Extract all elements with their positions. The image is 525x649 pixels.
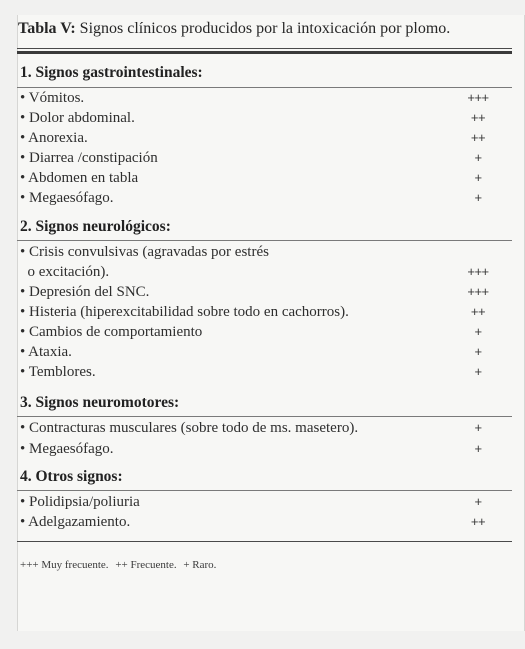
caption-label: Tabla V: bbox=[18, 20, 76, 37]
row-sign: ++ bbox=[470, 514, 486, 529]
table-row bbox=[20, 128, 501, 148]
row-sign: ++ bbox=[470, 130, 486, 145]
row-text: • Anorexia. bbox=[20, 130, 88, 146]
table-row bbox=[20, 188, 501, 208]
row-sign: +++ bbox=[467, 284, 489, 299]
row-text: • Cambios de comportamiento bbox=[20, 324, 203, 340]
section-title: 2. Signos neurológicos: bbox=[20, 218, 171, 235]
table-row bbox=[20, 362, 501, 382]
row-sign: + bbox=[474, 324, 482, 339]
row-text: • Dolor abdominal. bbox=[20, 110, 135, 126]
caption-rule-thin bbox=[17, 48, 512, 49]
row-sign: ++ bbox=[470, 304, 486, 319]
table-row bbox=[20, 282, 501, 302]
row-text: • Crisis convulsivas (agravadas por estrés bbox=[20, 244, 269, 260]
row-text: • Vómitos. bbox=[20, 90, 85, 106]
row-text: • Diarrea /constipación bbox=[20, 150, 158, 166]
table-caption bbox=[18, 19, 450, 39]
row-text: • Polidipsia/poliuria bbox=[20, 494, 140, 510]
table-row bbox=[20, 322, 501, 342]
section-separator bbox=[17, 240, 512, 241]
row-text: • Megaesófago. bbox=[20, 190, 114, 206]
table-row bbox=[20, 148, 501, 168]
row-sign: +++ bbox=[467, 90, 489, 105]
section-title: 4. Otros signos: bbox=[20, 468, 123, 485]
table-row bbox=[20, 262, 501, 282]
table-row bbox=[20, 88, 501, 108]
table-row bbox=[20, 418, 501, 438]
row-sign: + bbox=[474, 441, 482, 456]
row-text: • Contracturas musculares (sobre todo de ms. masetero). bbox=[20, 420, 359, 436]
row-sign: + bbox=[474, 170, 482, 185]
row-text: • Depresión del SNC. bbox=[20, 284, 150, 300]
table-row bbox=[20, 492, 501, 512]
row-sign: + bbox=[474, 344, 482, 359]
table-row bbox=[20, 108, 501, 128]
row-sign: + bbox=[474, 420, 482, 435]
legend-item: ++ Frecuente. bbox=[115, 559, 177, 571]
table-row bbox=[20, 512, 501, 532]
row-sign: ++ bbox=[470, 110, 486, 125]
row-text: • Abdomen en tabla bbox=[20, 170, 139, 186]
row-text: • Ataxia. bbox=[20, 344, 72, 360]
row-text: • Histeria (hiperexcitabilidad sobre todo en cachorros). bbox=[20, 304, 349, 320]
legend-item: + Raro. bbox=[183, 559, 217, 571]
legend-item: +++ Muy frecuente. bbox=[20, 559, 109, 571]
table-row bbox=[20, 168, 501, 188]
row-text: • Adelgazamiento. bbox=[20, 514, 131, 530]
table-row bbox=[20, 342, 501, 362]
bottom-rule bbox=[17, 541, 512, 542]
row-text: • Megaesófago. bbox=[20, 441, 114, 457]
row-sign: + bbox=[474, 494, 482, 509]
table-row bbox=[20, 439, 501, 459]
section-separator bbox=[17, 416, 512, 417]
row-text: • Temblores. bbox=[20, 364, 96, 380]
table-legend bbox=[20, 558, 220, 572]
row-text: o excitación). bbox=[20, 264, 110, 280]
section-title: 3. Signos neuromotores: bbox=[20, 394, 180, 411]
row-sign: + bbox=[474, 190, 482, 205]
row-sign: + bbox=[474, 150, 482, 165]
caption-text: Signos clínicos producidos por la intoxicación por plomo. bbox=[75, 20, 451, 37]
table-row bbox=[20, 302, 501, 322]
row-sign: +++ bbox=[467, 264, 489, 279]
section-title: 1. Signos gastrointestinales: bbox=[20, 64, 203, 81]
table-row bbox=[20, 242, 501, 262]
caption-rule-thick bbox=[17, 51, 512, 54]
section-separator bbox=[17, 490, 512, 491]
row-sign: + bbox=[474, 364, 482, 379]
